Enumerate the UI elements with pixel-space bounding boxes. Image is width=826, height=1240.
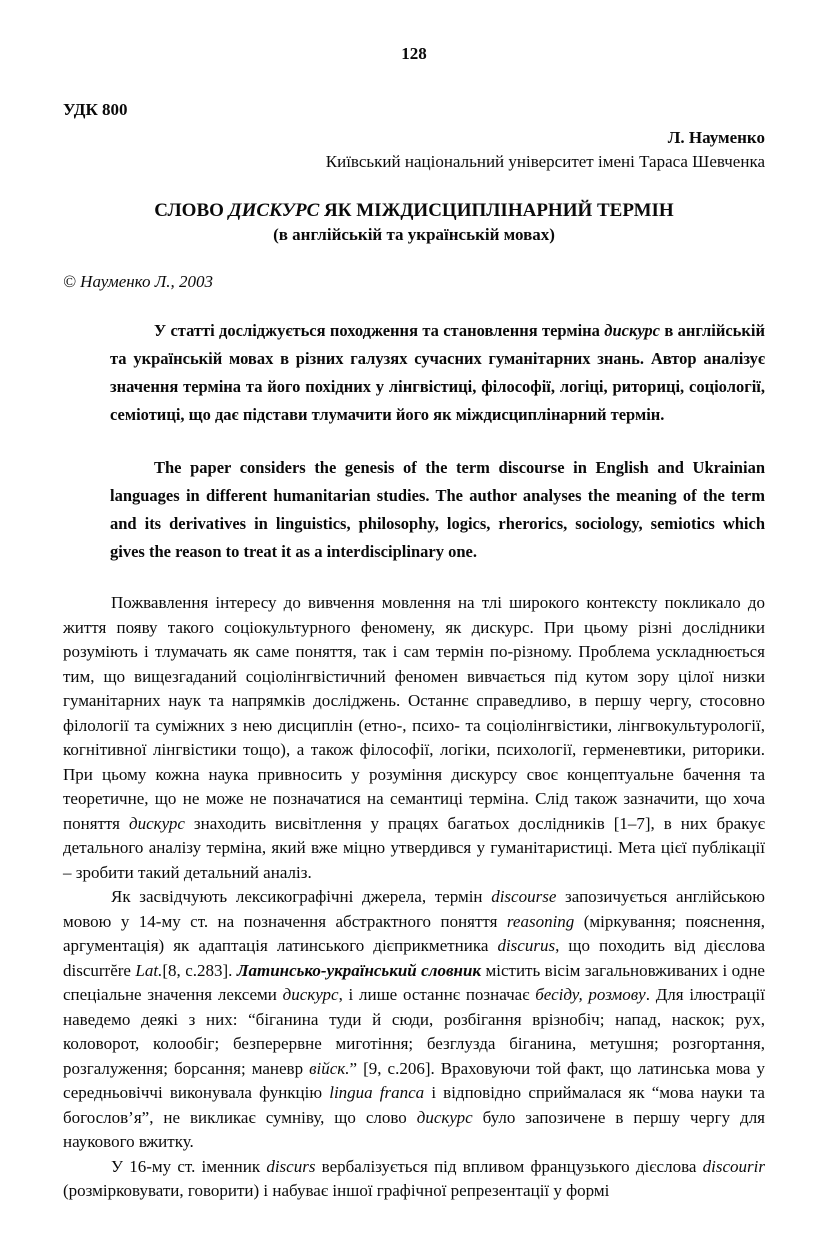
udc-code: УДК 800 — [63, 100, 128, 119]
abstract-english — [110, 454, 765, 566]
text-segment: discourir — [702, 1156, 765, 1176]
text-segment: (міркування; пояснення, аргументація) як адаптація латинського дієприкметника — [63, 911, 766, 955]
body-paragraph-1 — [63, 591, 765, 885]
text-segment: дискурс — [128, 813, 185, 833]
text-segment: [8, с.283]. — [162, 960, 237, 980]
text-segment: дискурс — [282, 985, 339, 1004]
text-segment: Lat. — [135, 960, 163, 980]
text-segment: ЯК МІЖДИСЦИПЛІНАРНИЙ ТЕРМІН — [319, 200, 674, 221]
text-segment: містить вісім загальновживаних і одне спеціальне значення лексеми — [63, 960, 765, 1004]
text-segment: discurus — [497, 936, 556, 955]
page-number: 128 — [401, 44, 427, 63]
text-segment: discourse — [491, 887, 557, 906]
text-segment: дискурс — [416, 1107, 473, 1127]
article-subtitle: (в англійській та українській мовах) — [273, 225, 555, 244]
text-segment: discurs — [266, 1156, 316, 1176]
text-segment: reasoning — [506, 911, 575, 931]
text-segment: Як засвідчують лексикографічні джерела, термін — [111, 887, 492, 906]
text-segment: і відповідно сприймалася як “мова науки та богослов’я”, не викликає сумніву, що слово — [63, 1083, 765, 1127]
text-segment: , і лише останнє позначає — [338, 985, 536, 1004]
text-segment: ” [9, с.206]. Враховуючи той факт, що латинська мова у середньовіччі виконувала функцію — [63, 1058, 765, 1102]
text-segment: запозичується англійською мовою у 14-му ст. на позначення абстрактного поняття — [63, 887, 765, 931]
author-affiliation: Київський національний університет імені Тараса Шевченка — [325, 152, 765, 171]
text-segment: було запозичене в першу чергу для наукового вжитку. — [63, 1107, 765, 1151]
text-segment: вербалізується під впливом французького дієслова — [315, 1156, 703, 1176]
author-name: Л. Науменко — [667, 128, 765, 147]
body-paragraph-2 — [63, 885, 765, 1155]
author-block — [63, 126, 765, 174]
text-segment: знаходить висвітлення у працях багатьох дослідників [1–7], в них бракує детального аналізу терміна, який вже міцно утвердився у гуманітаристиці. Мета цієї публікації – зробити такий детальний аналіз. — [63, 813, 766, 882]
text-segment: бесіду, розмову — [535, 985, 646, 1004]
text-segment: СЛОВО — [154, 200, 229, 221]
body-paragraph-3 — [63, 1155, 765, 1204]
text-segment: Латинсько-український словник — [236, 960, 482, 980]
text-segment: The paper considers the genesis of the term discourse in English and Ukrainian languages in different humanitarian studies. The author analyses the meaning of the term and its derivatives in linguistics, philosophy, logics, rherorics, sociology, semiotics which gives the reason to treat it as a interdisciplinary one. — [110, 458, 765, 561]
text-segment: У статті досліджується походження та становлення терміна — [154, 321, 605, 340]
text-segment: війск. — [309, 1058, 350, 1078]
text-segment: lingua franca — [329, 1083, 425, 1102]
text-segment: в англійській та українській мовах в різних галузях сучасних гуманітарних знань. Автор аналізує значення терміна та його похідних у лінгвістиці, філософії, логіці, риториці, соціології, семіотиці, що дає підстави тлумачити його як міждисциплінарний термін. — [110, 321, 765, 424]
text-segment: У 16-му ст. іменник — [111, 1156, 267, 1176]
text-segment: Пожвавлення інтересу до вивчення мовлення на тлі широкого контексту покликало до життя появу такого соціокультурного феномену, як дискурс. При цьому різні дослідники розуміють і тлумачать як саме поняття, так і сам термін по-різному. Проблема ускладнюється тим, що вищезгаданий соціолінгвістичний феномен вивчається під кутом зору цілої низки гуманітарних наук та напрямків досліджень. Останнє справедливо, в першу чергу, стосовно філології та суміжних з нею дисциплін (етно-, психо- та соціолінгвістики, лінгвокультурології, когнітивної лінгвістики тощо), а також філософії, логіки, психології, герменевтики, риторики. При цьому кожна наука привносить у розуміння дискурсу своє концептуальне бачення та теоретичне, що не може не позначатися на семантиці терміна. Слід також зазначити, що хоча поняття — [63, 593, 765, 833]
text-segment: (розмірковувати, говорити) і набуває іншої графічної репрезентації у формі — [63, 1181, 610, 1200]
text-segment: , що походить від дієслова discurrĕre — [63, 936, 765, 980]
text-segment: . Для ілюстрації наведемо деякі з них: “біганина туди й сюди, розбігання врізнобіч; напад, наскок; рух, коловорот, колообіг; безперервне миготіння; безглузда біганина, метушня; розгортання, розгалуження; борсання; маневр — [63, 985, 765, 1078]
article-title — [83, 198, 745, 223]
copyright-line: © Науменко Л., 2003 — [63, 272, 213, 291]
text-segment: дискурс — [604, 321, 660, 340]
abstract-ukrainian — [110, 317, 765, 429]
text-segment: ДИСКУРС — [228, 200, 320, 221]
